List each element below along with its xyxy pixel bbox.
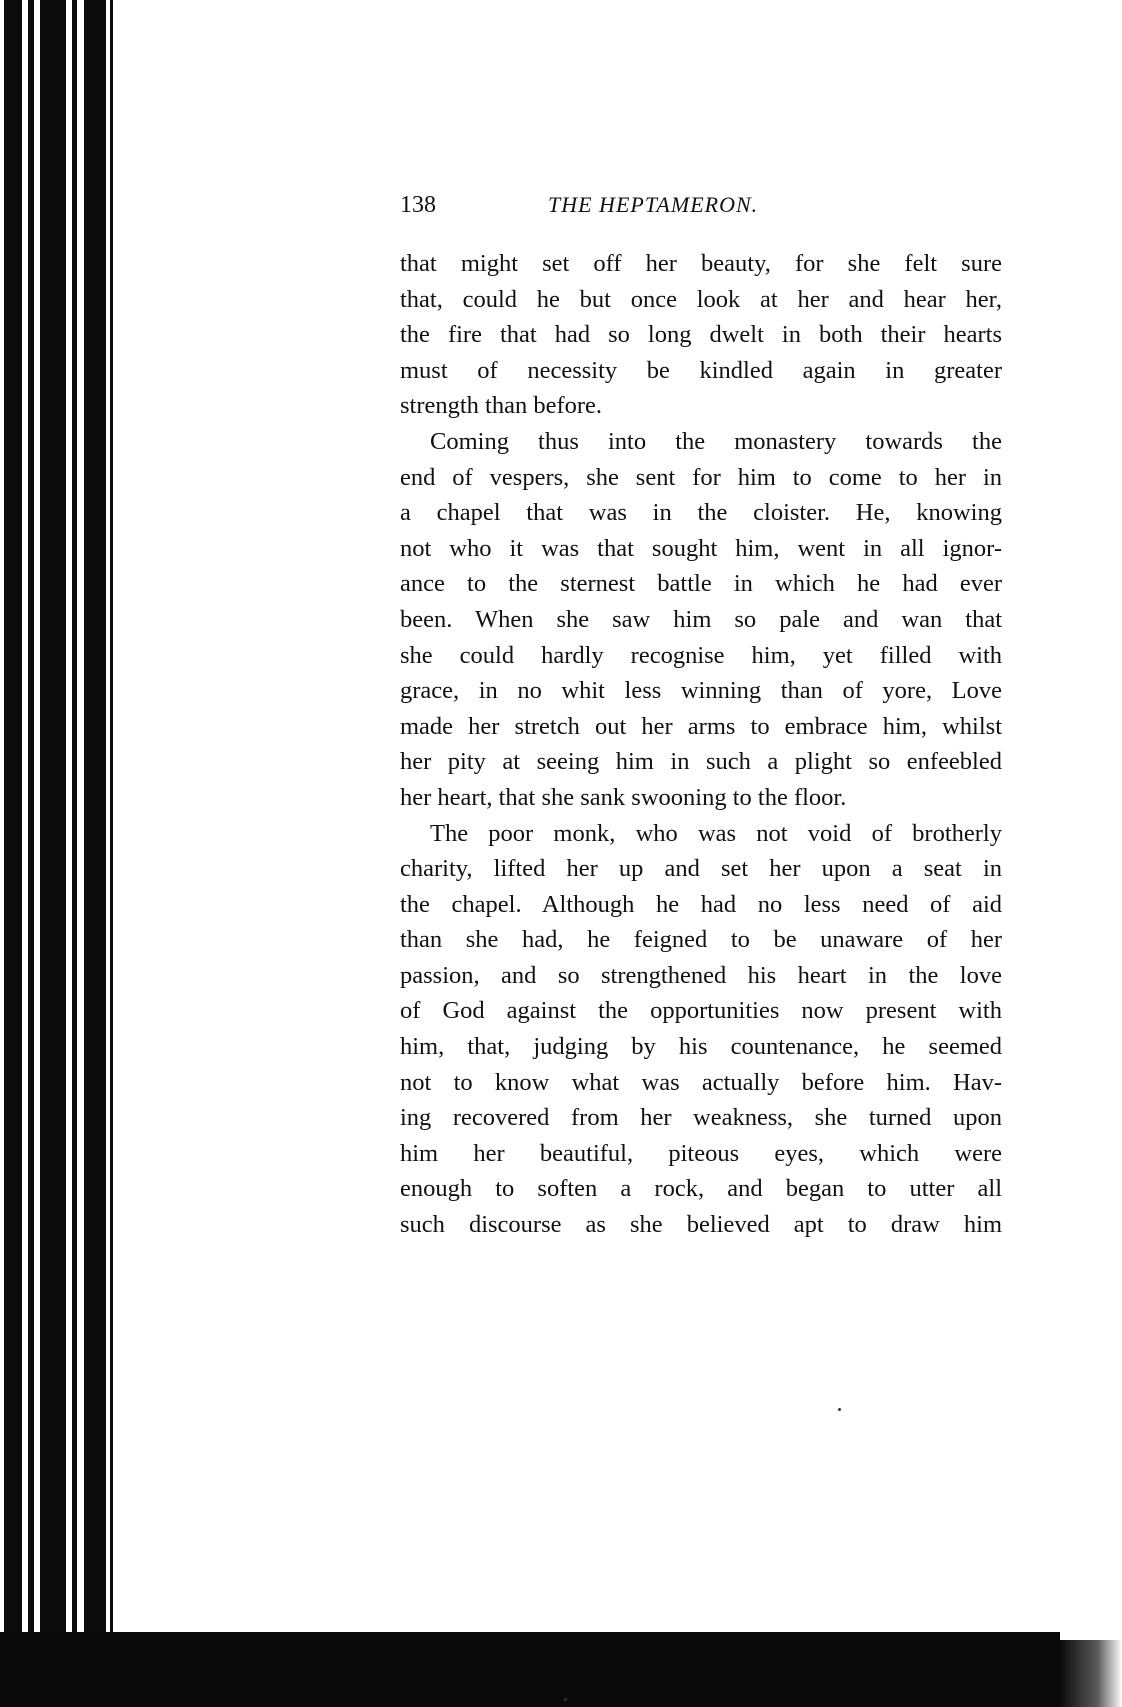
text-line: him her beautiful, piteous eyes, which were xyxy=(400,1139,1002,1167)
text-line: her heart, that she sank swooning to the floor. xyxy=(400,783,847,811)
text-line: The poor monk, who was not void of brotherly xyxy=(430,819,1002,847)
text-line: passion, and so strengthened his heart in the love xyxy=(400,961,1002,989)
text-line: that, could he but once look at her and hear her, xyxy=(400,285,1002,313)
paragraph xyxy=(400,246,1002,424)
text-line: her pity at seeing him in such a plight so enfeebled xyxy=(400,748,1002,776)
book-spine-edge xyxy=(0,0,120,1707)
text-line: him, that, judging by his countenance, he seemed xyxy=(400,1033,1002,1061)
body-text xyxy=(400,246,1002,1243)
text-line: strength than before. xyxy=(400,392,603,420)
text-line: enough to soften a rock, and began to utter all xyxy=(400,1175,1002,1203)
text-line: the fire that had so long dwelt in both their hearts xyxy=(400,321,1002,349)
text-line: made her stretch out her arms to embrace him, whilst xyxy=(400,712,1002,740)
running-head: THE HEPTAMERON. xyxy=(548,192,759,217)
paper-speck xyxy=(838,1408,841,1411)
paper-speck xyxy=(564,1698,567,1701)
text-line: than she had, he feigned to be unaware of her xyxy=(400,926,1002,954)
text-line: been. When she saw him so pale and wan that xyxy=(400,605,1002,633)
text-line: such discourse as she believed apt to draw him xyxy=(400,1211,1002,1239)
text-line: ing recovered from her weakness, she turned upon xyxy=(400,1104,1002,1132)
text-line: Coming thus into the monastery towards the xyxy=(430,427,1002,455)
text-line: the chapel. Although he had no less need of aid xyxy=(400,890,1002,918)
text-line: grace, in no whit less winning than of yore, Love xyxy=(400,677,1002,705)
text-line: she could hardly recognise him, yet filled with xyxy=(400,641,1002,669)
text-line: ance to the sternest battle in which he had ever xyxy=(400,570,1002,598)
page-number: 138 xyxy=(400,192,436,218)
text-line: must of necessity be kindled again in greater xyxy=(400,356,1002,384)
text-line: charity, lifted her up and set her upon a seat in xyxy=(400,855,1002,883)
book-corner-shadow xyxy=(1060,1640,1122,1707)
text-line: of God against the opportunities now present with xyxy=(400,997,1002,1025)
text-line: not who it was that sought him, went in all ignor- xyxy=(400,534,1002,562)
paragraph xyxy=(400,816,1002,1243)
page-header xyxy=(400,192,1000,222)
paragraph xyxy=(400,424,1002,816)
text-line: not to know what was actually before him. Hav- xyxy=(400,1068,1002,1096)
text-line: end of vespers, she sent for him to come to her in xyxy=(400,463,1002,491)
text-line: that might set off her beauty, for she felt sure xyxy=(400,250,1002,277)
text-line: a chapel that was in the cloister. He, knowing xyxy=(400,499,1002,527)
book-bottom-edge xyxy=(0,1632,1060,1707)
